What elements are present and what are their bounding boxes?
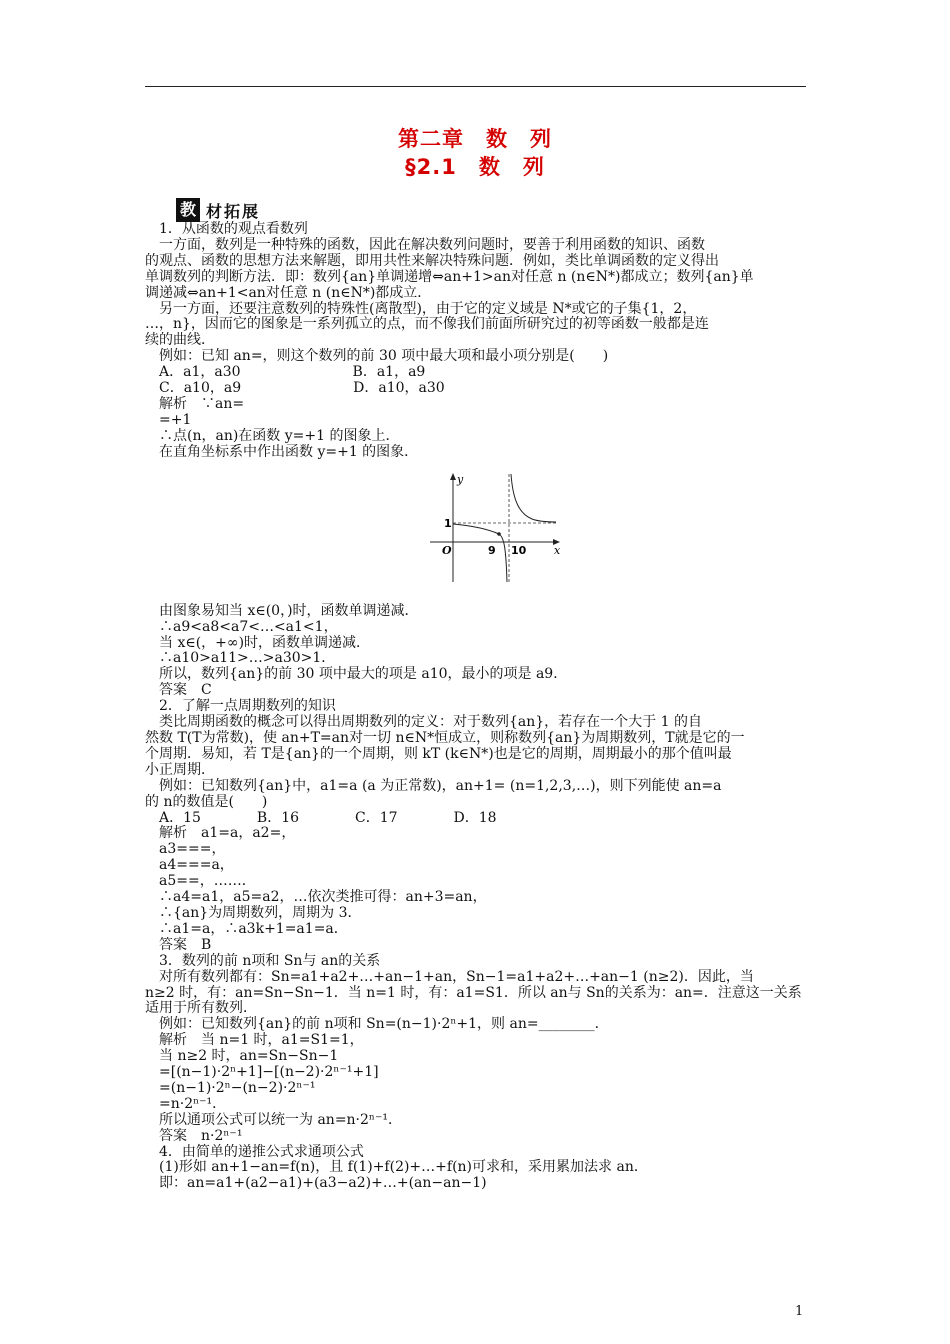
text-line: ∴a10>a11>…>a30>1． [145, 650, 336, 667]
text-line [145, 588, 806, 604]
text-line: 1．从函数的观点看数列 [145, 221, 308, 237]
text-line: 由图象易知当 x∈(0，)时，函数单调递减． [145, 602, 419, 619]
text-line: 然数 T(T为常数)，使 an+T=an对一切 n∈N*恒成立，则称数列{an}为周期数列，T就是它的一 [145, 730, 745, 746]
function-graph [420, 470, 570, 585]
text-line: 答案 C [145, 682, 212, 699]
text-line: a3===， [145, 841, 226, 858]
text-line: 解析 ∵an= [145, 395, 245, 412]
text-line: A．15 B．16 C．17 D．18 [145, 809, 497, 826]
text-line: A．a1，a30 B．a1，a9 [145, 364, 426, 381]
y-axis-label: y [457, 473, 464, 486]
text-line: =+1 [145, 411, 192, 428]
point-9 [497, 532, 501, 536]
text-line: ∴{an}为周期数列，周期为 3． [145, 904, 362, 921]
text-line: 单调数列的判断方法．即：数列{an}单调递增⇔an+1>an对任意 n (n∈N*)都成立；数列{an}单 [145, 268, 754, 285]
text-line: 解析 当 n=1 时，a1=S1=1， [145, 1032, 364, 1049]
text-line: 2．了解一点周期数列的知识 [145, 698, 336, 715]
text-line: =n·2ⁿ⁻¹． [145, 1095, 227, 1112]
text-line: 一方面，数列是一种特殊的函数，因此在解决数列问题时，要善于利用函数的知识、函数 [145, 236, 705, 253]
tick-label-1: 1 [444, 517, 452, 530]
section-title: §2.1 数 列 [405, 155, 545, 179]
text-line: C．a10，a9 D．a10，a30 [145, 380, 445, 397]
text-line: ∴点(n，an)在函数 y=+1 的图象上． [145, 427, 400, 444]
text-line: 小正周期． [145, 761, 215, 778]
origin-label: O [442, 544, 452, 557]
text-line: 调递减⇔an+1<an对任意 n (n∈N*)都成立． [145, 284, 432, 301]
text-line: 在直角坐标系中作出函数 y=+1 的图象． [145, 443, 419, 460]
text-line: 适用于所有数列． [145, 1000, 257, 1017]
text-line: n≥2 时，有：an=Sn−Sn−1．当 n=1 时，有：a1=S1．所以 an与 Sn的关系为：an=．注意这一关系 [145, 984, 802, 1001]
header-rule [145, 86, 806, 87]
text-line: 例如：已知数列{an}中，a1=a (a 为正常数)，an+1= (n=1,2,3,…)，则下列能使 an=a [145, 777, 722, 794]
text-line: =[(n−1)·2ⁿ+1]−[(n−2)·2ⁿ⁻¹+1] [145, 1064, 379, 1081]
text-line: 对所有数列都有：Sn=a1+a2+…+an−1+an，Sn−1=a1+a2+…+an−1 (n≥2)．因此，当 [145, 968, 754, 985]
text-line: ∴a4=a1，a5=a2，…依次类推可得：an+3=an， [145, 889, 487, 906]
text-line: 续的曲线． [145, 332, 215, 349]
text-line: (1)形如 an+1−an=f(n)，且 f(1)+f(2)+…+f(n)可求和，采用累加法求 an． [145, 1159, 648, 1176]
text-line: 的观点、函数的思想方法来解题，即用共性来解决特殊问题．例如，类比单调函数的定义得出 [145, 252, 719, 269]
banner-box: 教 [176, 198, 200, 222]
text-line: …，n}，因而它的图象是一系列孤立的点，而不像我们前面所研究过的初等函数一般都是连 [145, 316, 709, 333]
text-line: 答案 n·2ⁿ⁻¹ [145, 1127, 243, 1144]
text-line: ∴a1=a，∴a3k+1=a1=a． [145, 920, 348, 937]
text-line: 答案 B [145, 936, 212, 953]
text-line: 例如：已知 an=，则这个数列的前 30 项中最大项和最小项分别是( ) [145, 348, 609, 365]
text-line: 4．由简单的递推公式求通项公式 [145, 1143, 364, 1160]
text-line: 例如：已知数列{an}的前 n项和 Sn=(n−1)·2ⁿ+1，则 an=________． [145, 1016, 609, 1033]
text-line: 另一方面，还要注意数列的特殊性(离散型)，由于它的定义域是 N*或它的子集{1，2， [145, 300, 697, 317]
text-line: 解析 a1=a，a2=， [145, 825, 296, 842]
text-line: ∴a9<a8<a7<…<a1<1， [145, 618, 338, 635]
tick-label-10: 10 [511, 544, 527, 557]
text-line: 当 x∈(，+∞)时，函数单调递减． [145, 634, 371, 651]
y-axis-arrow [450, 473, 456, 480]
text-line: 的 n的数值是( ) [145, 793, 268, 810]
text-line: 即：an=a1+(a2−a1)+(a3−a2)+…+(an−an−1) [145, 1175, 487, 1192]
text-line: 3．数列的前 n项和 Sn与 an的关系 [145, 952, 381, 969]
text-line: 当 n≥2 时，an=Sn−Sn−1 [145, 1048, 339, 1065]
text-line: a4===a， [145, 857, 234, 874]
text-line: 所以通项公式可以统一为 an=n·2ⁿ⁻¹． [145, 1111, 402, 1128]
text-line: 个周期．易知，若 T是{an}的一个周期，则 kT (k∈N*)也是它的周期，周期最小的那个值叫最 [145, 745, 732, 762]
tick-label-9: 9 [488, 544, 496, 557]
document-body [145, 222, 806, 1192]
page-number: 1 [795, 1304, 804, 1319]
curve-right-branch [511, 474, 556, 522]
x-axis-label: x [554, 544, 561, 557]
text-line: a5==，……． [145, 873, 256, 890]
text-line: 类比周期函数的概念可以得出周期数列的定义：对于数列{an}，若存在一个大于 1 的自 [145, 714, 702, 731]
section-banner [176, 198, 260, 222]
banner-label: 材拓展 [206, 201, 261, 221]
text-line: =(n−1)·2ⁿ−(n−2)·2ⁿ⁻¹ [145, 1079, 316, 1096]
chapter-title: 第二章 数 列 [398, 127, 552, 151]
text-line: 所以，数列{an}的前 30 项中最大的项是 a10，最小的项是 a9． [145, 666, 568, 683]
